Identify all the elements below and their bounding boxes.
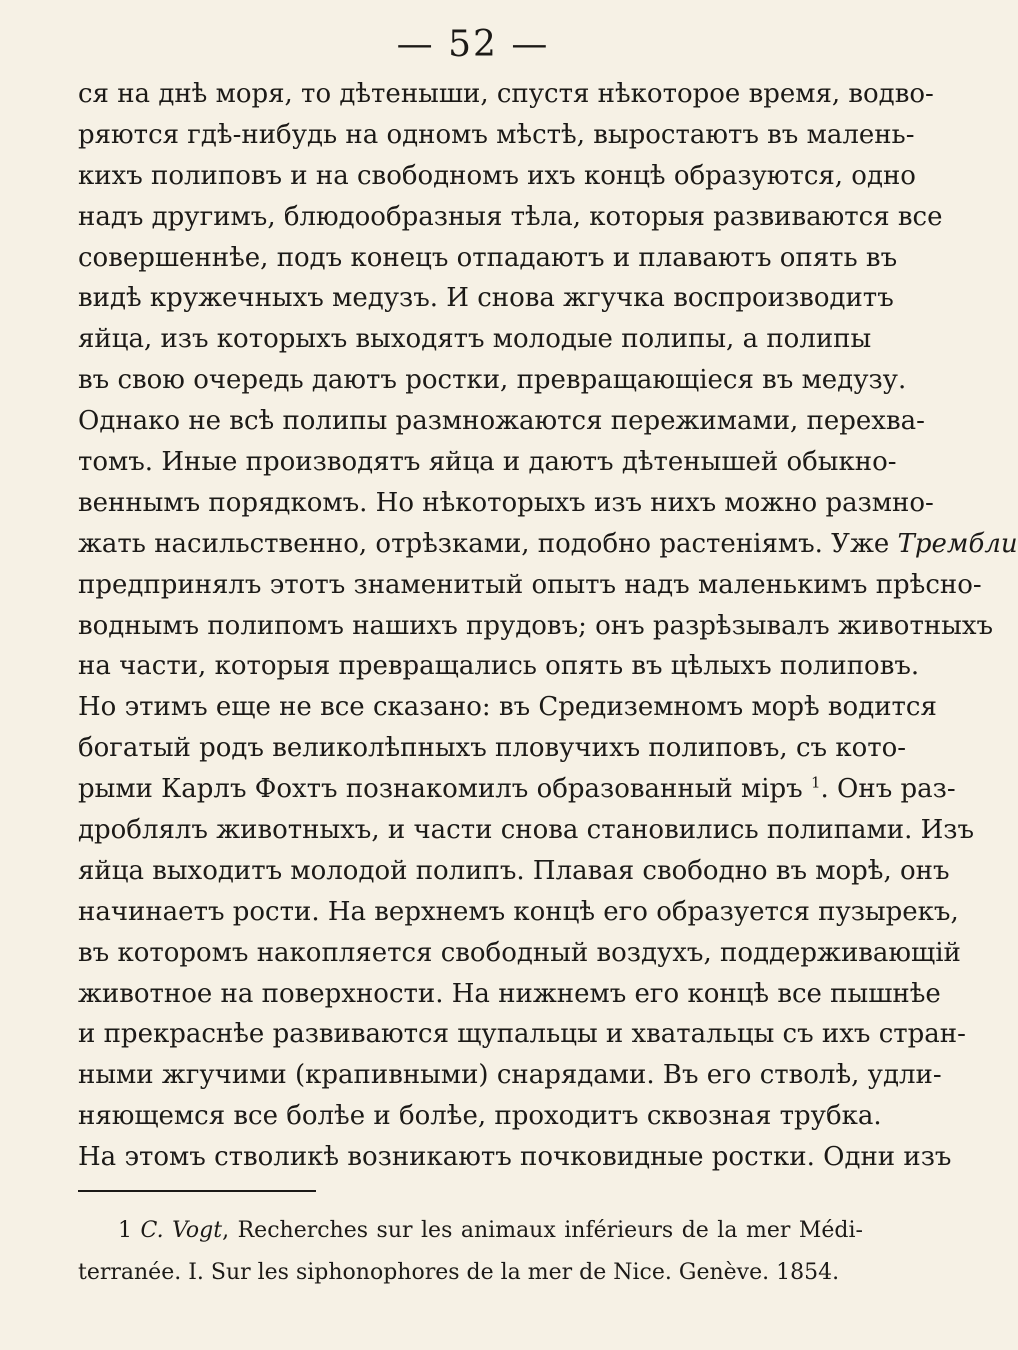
footnote <box>78 1210 863 1294</box>
text-line-with-footnote-ref <box>78 769 956 810</box>
text-line: ными жгучими (крапивными) снарядами. Въ его стволѣ, удли- <box>78 1060 942 1091</box>
text-line: въ которомъ накопляется свободный воздухъ, поддерживающій <box>78 937 961 968</box>
page-number: — 52 — <box>396 24 550 65</box>
text-line: животное на поверхности. На нижнемъ его концѣ все пышнѣе <box>78 978 941 1009</box>
footnote-reference: 1 <box>810 773 821 792</box>
text-line: веннымъ порядкомъ. Но нѣкоторыхъ изъ нихъ можно размно- <box>78 487 934 518</box>
text-line: предпринялъ этотъ знаменитый опытъ надъ маленькимъ прѣсно- <box>78 569 982 600</box>
text-segment: . Онъ раз- <box>820 774 956 805</box>
text-line: Однако не всѣ полипы размножаются пережимами, перехва- <box>78 406 925 437</box>
text-line: видѣ кружечныхъ медузъ. И снова жгучка воспроизводитъ <box>78 283 894 314</box>
text-line: томъ. Иные производятъ яйца и даютъ дѣтенышей обыкно- <box>78 447 897 478</box>
text-line: ся на днѣ моря, то дѣтеныши, спустя нѣкоторое время, водво- <box>78 79 934 109</box>
text-line: совершеннѣе, подъ конецъ отпадаютъ и плаваютъ опять въ <box>78 242 898 273</box>
italic-name: Трембли <box>897 528 1018 559</box>
text-line: на части, которыя превращались опять въ цѣлыхъ полиповъ. <box>78 651 920 682</box>
text-line: богатый родъ великолѣпныхъ пловучихъ полиповъ, съ кото- <box>78 733 907 764</box>
text-line: въ свою очередь даютъ ростки, превращающіеся въ медузу. <box>78 365 907 396</box>
footnote-divider <box>78 1190 316 1192</box>
text-line: яйца выходитъ молодой полипъ. Плавая свободно въ морѣ, онъ <box>78 855 950 886</box>
text-line: яйца, изъ которыхъ выходятъ молодые полипы, а полипы <box>78 324 872 355</box>
text-line: дроблялъ животныхъ, и части снова становились полипами. Изъ <box>78 815 975 846</box>
text-line: надъ другимъ, блюдообразныя тѣла, которыя развиваются все <box>78 201 943 232</box>
text-line: няющемся все болѣе и болѣе, проходитъ сквозная трубка. <box>78 1101 882 1132</box>
text-line: начинаетъ рости. На верхнемъ концѣ его образуется пузырекъ, <box>78 896 959 927</box>
footnote-line <box>78 1210 863 1252</box>
footnote-author: C. Vogt <box>140 1218 223 1243</box>
text-line-with-italic <box>78 524 1018 565</box>
text-line: Но этимъ еще не все сказано: въ Средиземномъ морѣ водится <box>78 692 937 723</box>
text-line: и прекраснѣе развиваются щупальцы и хватальцы съ ихъ стран- <box>78 1019 966 1050</box>
text-line: кихъ полиповъ и на свободномъ ихъ концѣ образуются, одно <box>78 160 916 191</box>
footnote-text: , Recherches sur les animaux inférieurs de la mer Médi- <box>222 1218 863 1243</box>
main-text <box>78 74 1018 1178</box>
text-segment: жать насильственно, отрѣзками, подобно растеніямъ. Уже <box>78 528 890 559</box>
text-segment: рыми Карлъ Фохтъ познакомилъ образованный міръ <box>78 774 803 805</box>
footnote-marker: 1 <box>118 1218 132 1243</box>
footnote-line: terranée. I. Sur les siphonophores de la mer de Nice. Genève. 1854. <box>78 1260 840 1285</box>
text-line: воднымъ полипомъ нашихъ прудовъ; онъ разрѣзывалъ животныхъ <box>78 610 994 641</box>
text-line: ряются гдѣ-нибудь на одномъ мѣстѣ, выростаютъ въ малень- <box>78 119 915 150</box>
text-line: На этомъ стволикѣ возникаютъ почковидные ростки. Одни изъ <box>78 1142 952 1173</box>
